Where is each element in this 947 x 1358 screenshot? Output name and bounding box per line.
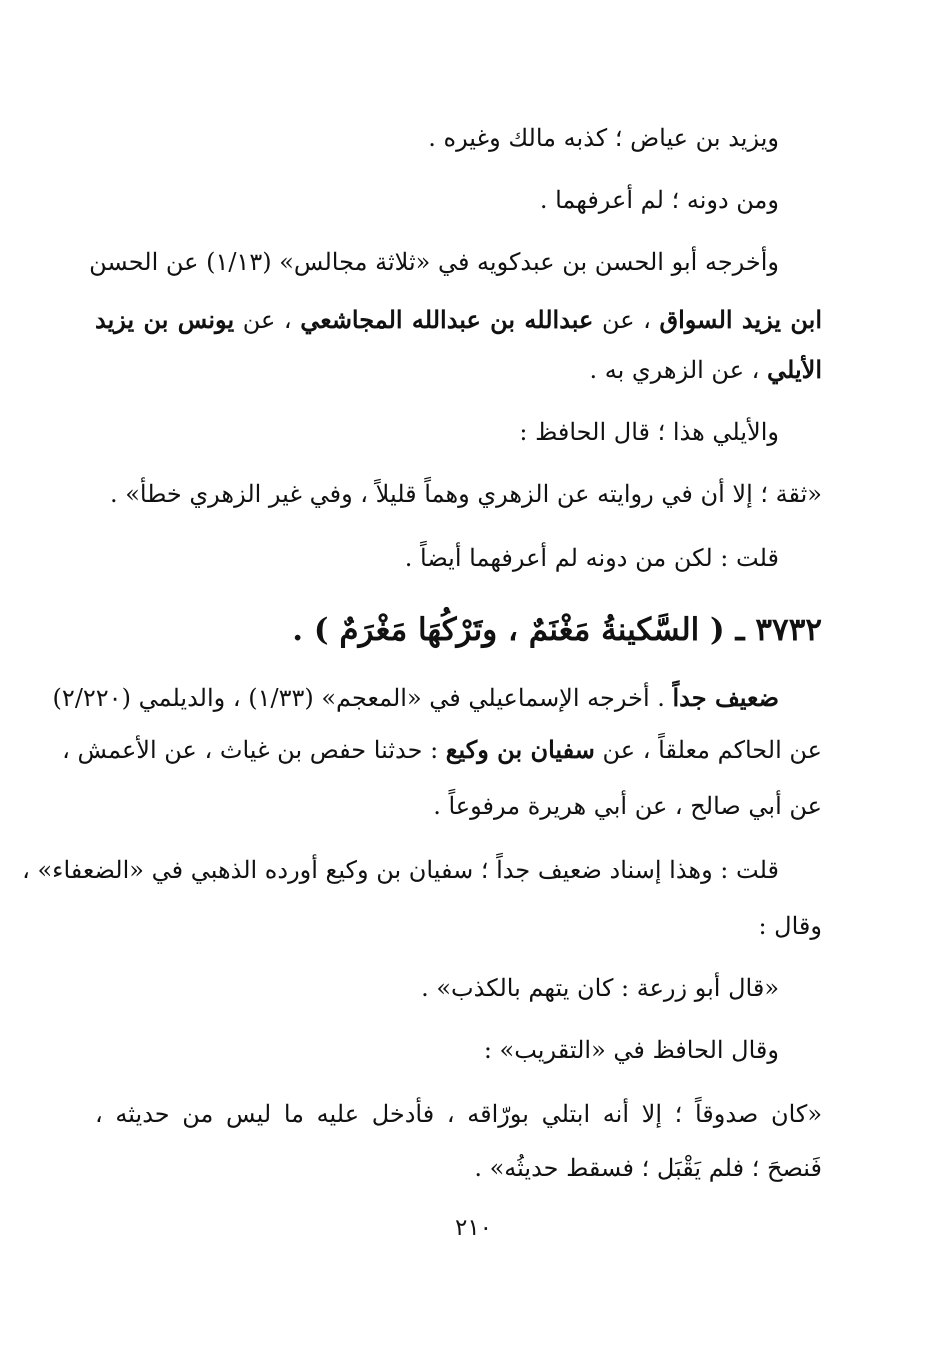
page-number: ٢١٠ [454, 1215, 493, 1241]
text-line-4 [95, 300, 822, 340]
connector-text: ، عن [593, 306, 660, 334]
grading-text: ضعيف جداً [672, 683, 779, 712]
text-line-12: عن أبي صالح ، عن أبي هريرة مرفوعاً . [433, 792, 822, 820]
quote-line-3: «كان صدوقاً ؛ إلا أنه ابتلي بورّاقه ، فأدخل عليه ما ليس من حديثه ، [95, 1100, 822, 1128]
source-text: عن الحاكم معلقاً ، عن [594, 736, 822, 764]
connector-text: ، عن [234, 306, 301, 334]
quote-line-4: فَنصحَ ؛ فلم يَقْبَل ؛ فسقط حديثُه» . [474, 1154, 822, 1182]
text-line-14: وقال : [758, 912, 822, 940]
text-line-13: قلت : وهذا إسناد ضعيف جداً ؛ سفيان بن وكيع أورده الذهبي في «الضعفاء» ، [22, 856, 779, 884]
text-line-10 [52, 678, 779, 718]
source-text: : حدثنا حفص بن غياث ، عن الأعمش ، [62, 736, 446, 764]
text-line-8: قلت : لكن من دونه لم أعرفهما أيضاً . [404, 544, 779, 572]
text-line-3: وأخرجه أبو الحسن بن عبدكويه في «ثلاثة مجالس» (١/١٣) عن الحسن [89, 248, 779, 276]
hadith-heading: ٣٧٣٢ ـ ( السَّكينةُ مَغْنَمٌ ، وتَرْكُهَا مَغْرَمٌ ) . [292, 612, 822, 648]
quote-line-1: «ثقة ؛ إلا أن في روايته عن الزهري وهماً قليلاً ، وفي غير الزهري خطأ» . [109, 480, 822, 508]
connector-text: ، عن الزهري به . [589, 356, 768, 384]
narrator-name-4: الأيلي [767, 355, 822, 384]
text-line-2: ومن دونه ؛ لم أعرفهما . [539, 186, 779, 214]
text-line-11 [62, 730, 822, 770]
quote-line-2: «قال أبو زرعة : كان يتهم بالكذب» . [421, 974, 779, 1002]
text-line-5 [589, 350, 822, 390]
text-line-1: ويزيد بن عياض ؛ كذبه مالك وغيره . [428, 124, 779, 152]
narrator-name-5: سفيان بن وكيع [445, 735, 595, 764]
source-text: . أخرجه الإسماعيلي في «المعجم» (١/٣٣) ، والديلمي (٢/٢٢٠) [52, 684, 673, 712]
narrator-name-1: ابن يزيد السواق [659, 305, 822, 334]
narrator-name-2: عبدالله بن عبدالله المجاشعي [300, 305, 594, 334]
narrator-name-3: يونس بن يزيد [95, 305, 235, 334]
text-line-6: والأيلي هذا ؛ قال الحافظ : [519, 418, 779, 446]
text-line-16: وقال الحافظ في «التقريب» : [483, 1036, 779, 1064]
